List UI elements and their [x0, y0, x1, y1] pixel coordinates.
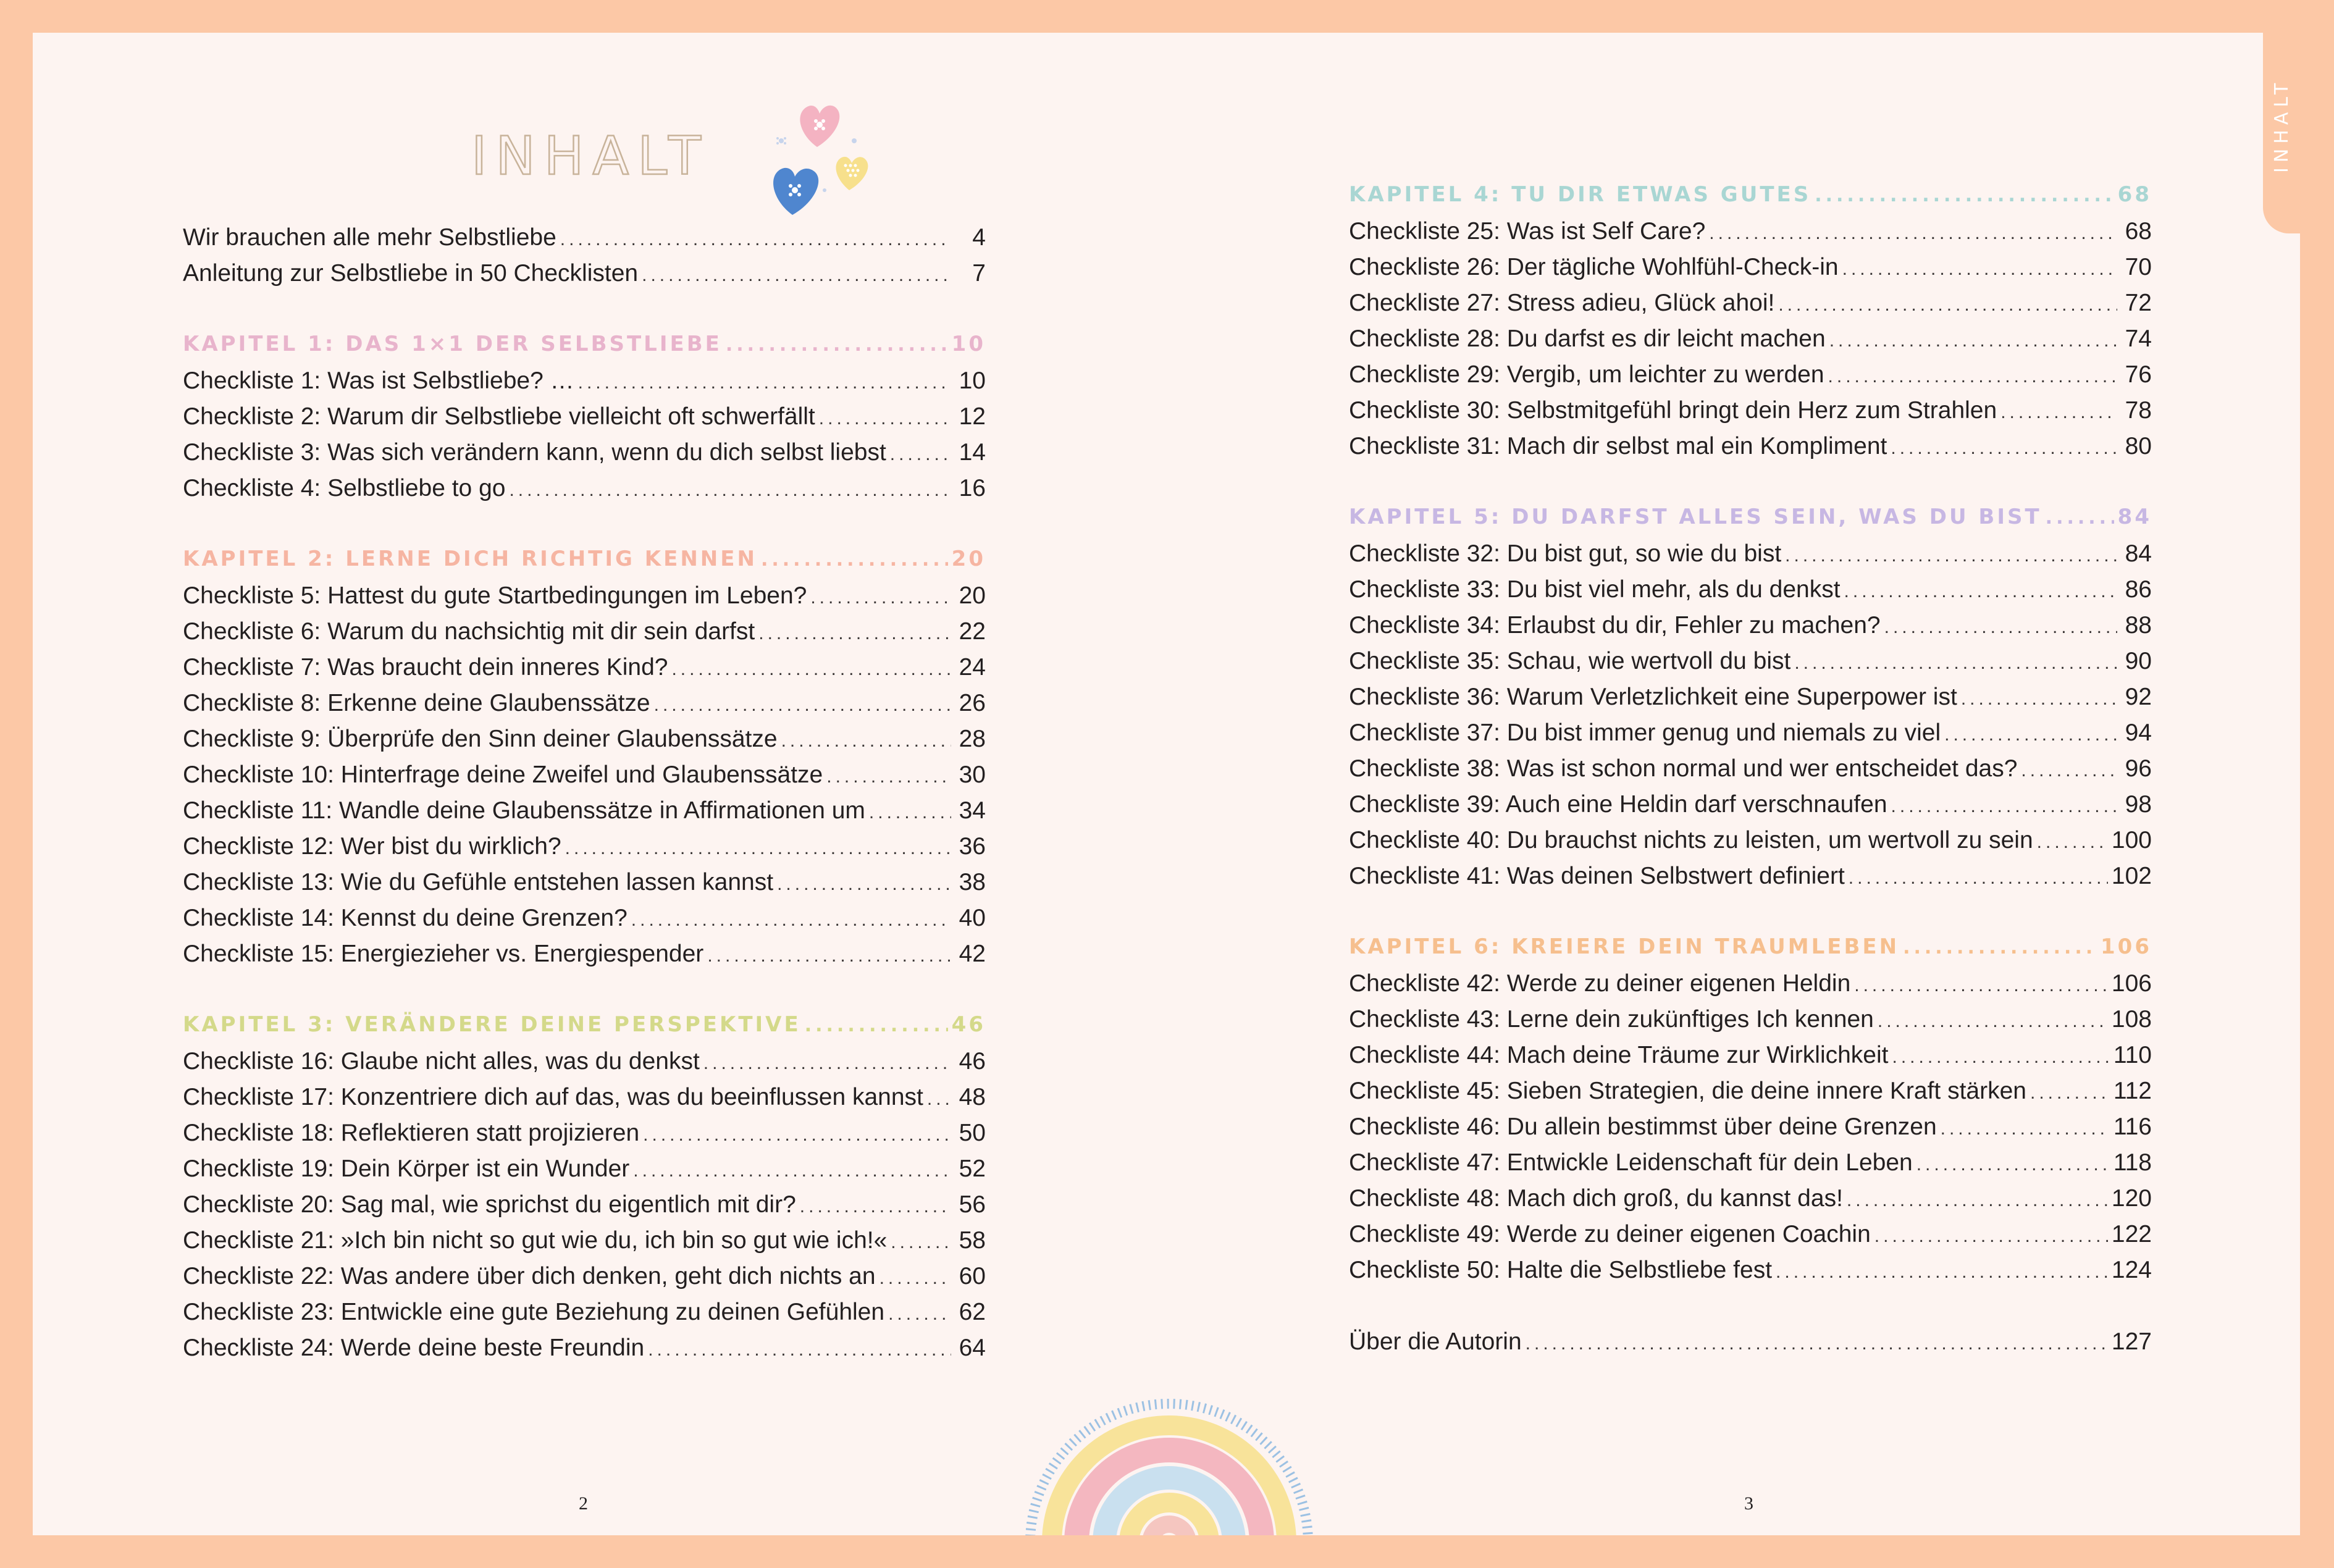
- toc-entry[interactable]: [183, 260, 986, 296]
- toc-entry-label: Checkliste 29: Vergib, um leichter zu werden: [1349, 361, 1824, 388]
- dot-leader: [1776, 1262, 2108, 1283]
- dot-leader: [726, 334, 948, 356]
- toc-entry[interactable]: [1349, 1185, 2152, 1221]
- toc-entry-page-number: 22: [959, 618, 986, 645]
- dot-leader: [1785, 545, 2117, 566]
- toc-entry-label: Checkliste 31: Mach dir selbst mal ein Kompliment: [1349, 433, 1887, 459]
- toc-entry-page-number: 48: [959, 1084, 986, 1110]
- toc-entry[interactable]: [1349, 1113, 2152, 1149]
- toc-entry-label: Checkliste 45: Sieben Strategien, die deine innere Kraft stärken: [1349, 1078, 2026, 1104]
- toc-entry[interactable]: [183, 761, 986, 797]
- toc-entry[interactable]: [183, 1120, 986, 1155]
- toc-entry[interactable]: [1349, 684, 2152, 719]
- dot-leader: [1778, 295, 2117, 316]
- toc-entry-page-number: 60: [959, 1263, 986, 1289]
- toc-entry[interactable]: [1349, 719, 2152, 755]
- toc-entry-page-number: 30: [959, 761, 986, 788]
- section-tab: [2263, 33, 2300, 233]
- toc-entry[interactable]: [183, 439, 986, 475]
- toc-entry[interactable]: [1349, 540, 2152, 576]
- dot-leader: [1874, 1226, 2108, 1247]
- toc-entry-label: Checkliste 1: Was ist Selbstliebe? …: [183, 367, 574, 394]
- toc-entry-label: Checkliste 37: Du bist immer genug und niemals zu viel: [1349, 719, 1941, 746]
- dot-leader: [2000, 402, 2117, 423]
- dot-leader: [805, 1015, 948, 1036]
- toc-entry-label: Checkliste 10: Hinterfrage deine Zweifel und Glaubenssätze: [183, 761, 823, 788]
- toc-entry-page-number: 4: [972, 224, 986, 251]
- dot-leader: [1828, 366, 2117, 387]
- toc-entry-page-number: 74: [2125, 325, 2152, 352]
- toc-entry[interactable]: [183, 905, 986, 941]
- toc-entry[interactable]: [183, 1191, 986, 1227]
- toc-entry-page-number: 42: [959, 941, 986, 967]
- toc-entry[interactable]: [183, 797, 986, 833]
- toc-entry-label: Wir brauchen alle mehr Selbstliebe: [183, 224, 556, 251]
- toc-entry-label: Checkliste 41: Was deinen Selbstwert definiert: [1349, 863, 1845, 889]
- spacer: [183, 976, 986, 1012]
- dot-leader: [1903, 937, 2097, 958]
- toc-entry-page-number: 58: [959, 1227, 986, 1254]
- toc-entry-page-number: 116: [2113, 1113, 2152, 1140]
- toc-entry[interactable]: [183, 1335, 986, 1370]
- toc-entry-label: Checkliste 43: Lerne dein zukünftiges Ich kennen: [1349, 1006, 1874, 1033]
- page-number-left: 2: [579, 1493, 588, 1514]
- dot-leader: [1526, 1333, 2108, 1354]
- dot-leader: [1961, 689, 2117, 710]
- toc-entry-label: Checkliste 8: Erkenne deine Glaubenssätze: [183, 690, 650, 716]
- chapter-heading[interactable]: [1349, 182, 2152, 218]
- toc-entry[interactable]: [1349, 1149, 2152, 1185]
- chapter-heading-label: KAPITEL 5: DU DARFST ALLES SEIN, WAS DU BIST: [1349, 505, 2042, 529]
- chapter-heading[interactable]: [183, 1012, 986, 1048]
- chapter-heading-label: KAPITEL 3: VERÄNDERE DEINE PERSPEKTIVE: [183, 1012, 801, 1037]
- dot-leader: [1829, 330, 2117, 351]
- toc-entry-page-number: 38: [959, 869, 986, 895]
- toc-entry-label: Checkliste 48: Mach dich groß, du kannst das!: [1349, 1185, 1843, 1212]
- dot-leader: [1844, 581, 2117, 602]
- dot-leader: [631, 910, 951, 931]
- dot-leader: [800, 1196, 951, 1217]
- toc-entry[interactable]: [1349, 755, 2152, 791]
- toc-entry-page-number: 14: [959, 439, 986, 466]
- toc-entry-label: Über die Autorin: [1349, 1328, 1522, 1355]
- dot-leader: [781, 731, 951, 752]
- toc-entry-page-number: 84: [2125, 540, 2152, 567]
- chapter-heading-label: KAPITEL 6: KREIERE DEIN TRAUMLEBEN: [1349, 934, 1900, 959]
- dot-leader: [707, 945, 951, 966]
- spacer: [1349, 899, 2152, 934]
- toc-entry-label: Checkliste 6: Warum du nachsichtig mit dir sein darfst: [183, 618, 755, 645]
- dot-leader: [777, 874, 951, 895]
- rainbow-icon: [1024, 1364, 1314, 1535]
- dot-leader: [1709, 223, 2117, 244]
- chapter-heading-page-number: 46: [951, 1012, 986, 1037]
- dot-leader: [2021, 760, 2117, 781]
- toc-entry[interactable]: [183, 1155, 986, 1191]
- dot-leader: [758, 623, 951, 644]
- chapter-heading[interactable]: [183, 547, 986, 582]
- toc-entry-label: Checkliste 32: Du bist gut, so wie du bist: [1349, 540, 1782, 567]
- chapter-heading-page-number: 20: [951, 547, 986, 571]
- toc-right-column: [1349, 182, 2152, 1364]
- dot-leader: [927, 1089, 951, 1110]
- chapter-heading[interactable]: [1349, 934, 2152, 970]
- spacer: [183, 511, 986, 547]
- dot-leader: [633, 1160, 951, 1181]
- toc-entry-label: Checkliste 3: Was sich verändern kann, wenn du dich selbst liebst: [183, 439, 886, 466]
- toc-entry[interactable]: [1349, 1328, 2152, 1364]
- toc-entry[interactable]: [1349, 1006, 2152, 1042]
- spacer: [1349, 469, 2152, 505]
- toc-entry[interactable]: [1349, 612, 2152, 648]
- dot-leader: [2030, 1083, 2110, 1104]
- toc-left-list: [183, 224, 986, 1370]
- toc-entry-label: Checkliste 42: Werde zu deiner eigenen Heldin: [1349, 970, 1851, 997]
- toc-entry-page-number: 34: [959, 797, 986, 824]
- dot-leader: [2046, 507, 2114, 529]
- dot-leader: [761, 549, 948, 571]
- dot-leader: [1794, 653, 2117, 674]
- chapter-heading[interactable]: [183, 332, 986, 367]
- toc-entry-page-number: 72: [2125, 290, 2152, 316]
- dot-leader: [578, 372, 951, 393]
- toc-entry-label: Checkliste 40: Du brauchst nichts zu leisten, um wertvoll zu sein: [1349, 827, 2033, 853]
- toc-entry[interactable]: [1349, 576, 2152, 612]
- dot-leader: [1884, 617, 2117, 638]
- chapter-heading-page-number: 106: [2101, 934, 2152, 959]
- section-tab-label: INHALT: [2271, 78, 2293, 173]
- toc-entry-page-number: 102: [2111, 863, 2152, 889]
- toc-entry-page-number: 70: [2125, 254, 2152, 280]
- toc-entry-page-number: 96: [2125, 755, 2152, 782]
- toc-entry-page-number: 52: [959, 1155, 986, 1182]
- toc-entry[interactable]: [1349, 863, 2152, 899]
- toc-entry[interactable]: [183, 224, 986, 260]
- hearts-icon: [763, 98, 880, 221]
- dot-leader: [1916, 1154, 2110, 1175]
- toc-entry-label: Checkliste 22: Was andere über dich denken, geht dich nichts an: [183, 1263, 876, 1289]
- dot-leader: [819, 408, 951, 429]
- toc-entry-label: Checkliste 11: Wandle deine Glaubenssätze in Affirmationen um: [183, 797, 865, 824]
- toc-entry-label: Checkliste 26: Der tägliche Wohlfühl-Check-in: [1349, 254, 1839, 280]
- dot-leader: [1815, 185, 2114, 206]
- dot-leader: [1842, 259, 2117, 280]
- chapter-heading-page-number: 10: [951, 332, 986, 356]
- dot-leader: [671, 659, 951, 680]
- toc-entry-label: Checkliste 34: Erlaubst du dir, Fehler zu machen?: [1349, 612, 1881, 639]
- toc-entry-label: Checkliste 33: Du bist viel mehr, als du denkst: [1349, 576, 1841, 603]
- toc-entry-page-number: 90: [2125, 648, 2152, 674]
- toc-entry-page-number: 78: [2125, 397, 2152, 424]
- toc-entry[interactable]: [1349, 1042, 2152, 1078]
- dot-leader: [1891, 796, 2117, 817]
- toc-left-column: [183, 224, 986, 1370]
- toc-entry-label: Checkliste 30: Selbstmitgefühl bringt dein Herz zum Strahlen: [1349, 397, 1997, 424]
- toc-entry-page-number: 16: [959, 475, 986, 501]
- toc-entry-page-number: 12: [959, 403, 986, 430]
- dot-leader: [565, 838, 951, 859]
- toc-entry-label: Checkliste 18: Reflektieren statt projizieren: [183, 1120, 640, 1146]
- toc-entry[interactable]: [183, 475, 986, 511]
- toc-entry-label: Checkliste 20: Sag mal, wie sprichst du eigentlich mit dir?: [183, 1191, 796, 1218]
- chapter-heading-page-number: 68: [2117, 182, 2152, 207]
- spacer: [183, 296, 986, 332]
- toc-entry-page-number: 108: [2111, 1006, 2152, 1033]
- toc-entry[interactable]: [1349, 361, 2152, 397]
- toc-entry[interactable]: [183, 833, 986, 869]
- toc-entry[interactable]: [183, 1299, 986, 1335]
- toc-entry-page-number: 68: [2125, 218, 2152, 245]
- toc-entry[interactable]: [1349, 1078, 2152, 1113]
- toc-entry-page-number: 124: [2111, 1257, 2152, 1283]
- toc-entry-page-number: 26: [959, 690, 986, 716]
- toc-entry-page-number: 50: [959, 1120, 986, 1146]
- toc-entry[interactable]: [1349, 791, 2152, 827]
- toc-entry[interactable]: [183, 1048, 986, 1084]
- toc-entry-page-number: 80: [2125, 433, 2152, 459]
- toc-entry-label: Checkliste 36: Warum Verletzlichkeit eine Superpower ist: [1349, 684, 1957, 710]
- toc-entry-label: Checkliste 2: Warum dir Selbstliebe vielleicht oft schwerfällt: [183, 403, 815, 430]
- toc-entry-page-number: 110: [2113, 1042, 2152, 1068]
- spacer: [1349, 1293, 2152, 1328]
- dot-leader: [810, 587, 951, 608]
- toc-entry-label: Checkliste 17: Konzentriere dich auf das, was du beeinflussen kannst: [183, 1084, 923, 1110]
- toc-entry-page-number: 112: [2113, 1078, 2152, 1104]
- toc-entry-page-number: 28: [959, 726, 986, 752]
- toc-entry-page-number: 98: [2125, 791, 2152, 818]
- toc-entry-page-number: 24: [959, 654, 986, 681]
- toc-entry-label: Checkliste 49: Werde zu deiner eigenen Coachin: [1349, 1221, 1871, 1247]
- toc-entry-label: Checkliste 44: Mach deine Träume zur Wirklichkeit: [1349, 1042, 1889, 1068]
- toc-entry-label: Checkliste 13: Wie du Gefühle entstehen lassen kannst: [183, 869, 774, 895]
- toc-entry-label: Checkliste 50: Halte die Selbstliebe fest: [1349, 1257, 1773, 1283]
- toc-entry[interactable]: [183, 582, 986, 618]
- toc-entry-page-number: 10: [959, 367, 986, 394]
- toc-entry[interactable]: [1349, 827, 2152, 863]
- toc-entry-page-number: 92: [2125, 684, 2152, 710]
- dot-leader: [1854, 975, 2108, 996]
- toc-entry-page-number: 40: [959, 905, 986, 931]
- toc-entry-page-number: 122: [2111, 1221, 2152, 1247]
- toc-entry-page-number: 7: [972, 260, 986, 287]
- dot-leader: [1891, 438, 2117, 459]
- toc-entry-label: Checkliste 15: Energiezieher vs. Energiespender: [183, 941, 704, 967]
- dot-leader: [654, 695, 951, 716]
- chapter-heading-label: KAPITEL 4: TU DIR ETWAS GUTES: [1349, 182, 1811, 207]
- toc-entry-label: Checkliste 5: Hattest du gute Startbedingungen im Leben?: [183, 582, 807, 609]
- toc-entry-page-number: 20: [959, 582, 986, 609]
- toc-entry[interactable]: [183, 726, 986, 761]
- page-number-right: 3: [1744, 1493, 1753, 1514]
- toc-entry-page-number: 106: [2111, 970, 2152, 997]
- toc-entry[interactable]: [1349, 1257, 2152, 1293]
- dot-leader: [642, 265, 951, 286]
- chapter-heading-label: KAPITEL 2: LERNE DICH RICHTIG KENNEN: [183, 547, 757, 571]
- toc-entry[interactable]: [1349, 325, 2152, 361]
- toc-entry[interactable]: [1349, 290, 2152, 325]
- toc-entry[interactable]: [183, 941, 986, 976]
- toc-entry-label: Anleitung zur Selbstliebe in 50 Checklisten: [183, 260, 639, 287]
- toc-entry[interactable]: [183, 367, 986, 403]
- dot-leader: [879, 1268, 951, 1289]
- toc-entry-label: Checkliste 27: Stress adieu, Glück ahoi!: [1349, 290, 1775, 316]
- toc-entry-label: Checkliste 46: Du allein bestimmst über deine Grenzen: [1349, 1113, 1937, 1140]
- toc-entry-page-number: 62: [959, 1299, 986, 1325]
- toc-entry-page-number: 100: [2111, 827, 2152, 853]
- toc-entry-label: Checkliste 14: Kennst du deine Grenzen?: [183, 905, 628, 931]
- dot-leader: [1878, 1011, 2108, 1032]
- toc-entry-label: Checkliste 7: Was braucht dein inneres Kind?: [183, 654, 668, 681]
- toc-entry[interactable]: [183, 618, 986, 654]
- chapter-heading-label: KAPITEL 1: DAS 1×1 DER SELBSTLIEBE: [183, 332, 722, 356]
- toc-entry-label: Checkliste 38: Was ist schon normal und wer entscheidet das?: [1349, 755, 2018, 782]
- toc-entry-label: Checkliste 47: Entwickle Leidenschaft für dein Leben: [1349, 1149, 1913, 1176]
- toc-entry[interactable]: [1349, 218, 2152, 254]
- dot-leader: [890, 444, 951, 465]
- dot-leader: [703, 1053, 951, 1074]
- dot-leader: [643, 1125, 951, 1146]
- dot-leader: [2037, 832, 2108, 853]
- toc-entry-page-number: 120: [2111, 1185, 2152, 1212]
- toc-entry-label: Checkliste 39: Auch eine Heldin darf verschnaufen: [1349, 791, 1887, 818]
- dot-leader: [888, 1304, 951, 1325]
- toc-entry[interactable]: [1349, 970, 2152, 1006]
- toc-entry-label: Checkliste 16: Glaube nicht alles, was du denkst: [183, 1048, 700, 1075]
- toc-entry-label: Checkliste 23: Entwickle eine gute Beziehung zu deinen Gefühlen: [183, 1299, 885, 1325]
- toc-entry-label: Checkliste 4: Selbstliebe to go: [183, 475, 506, 501]
- toc-entry-page-number: 46: [959, 1048, 986, 1075]
- toc-entry-page-number: 127: [2111, 1328, 2152, 1355]
- toc-entry[interactable]: [183, 1084, 986, 1120]
- toc-entry-label: Checkliste 19: Dein Körper ist ein Wunder: [183, 1155, 630, 1182]
- dot-leader: [1849, 868, 2108, 889]
- dot-leader: [648, 1340, 951, 1360]
- dot-leader: [509, 480, 951, 501]
- toc-entry[interactable]: [183, 1263, 986, 1299]
- dot-leader: [1944, 724, 2117, 745]
- toc-entry-page-number: 86: [2125, 576, 2152, 603]
- toc-entry[interactable]: [183, 1227, 986, 1263]
- toc-entry-page-number: 64: [959, 1335, 986, 1361]
- toc-entry[interactable]: [183, 654, 986, 690]
- toc-entry-page-number: 76: [2125, 361, 2152, 388]
- toc-entry[interactable]: [1349, 254, 2152, 290]
- toc-entry-label: Checkliste 28: Du darfst es dir leicht machen: [1349, 325, 1826, 352]
- toc-entry-page-number: 36: [959, 833, 986, 860]
- dot-leader: [1847, 1190, 2108, 1211]
- toc-entry-label: Checkliste 25: Was ist Self Care?: [1349, 218, 1706, 245]
- toc-entry[interactable]: [1349, 1221, 2152, 1257]
- toc-entry-label: Checkliste 9: Überprüfe den Sinn deiner Glaubenssätze: [183, 726, 778, 752]
- toc-entry-label: Checkliste 21: »Ich bin nicht so gut wie du, ich bin so gut wie ich!«: [183, 1227, 888, 1254]
- toc-entry[interactable]: [1349, 397, 2152, 433]
- toc-entry-page-number: 88: [2125, 612, 2152, 639]
- dot-leader: [891, 1232, 951, 1253]
- book-spread: [33, 33, 2300, 1535]
- toc-entry-page-number: 118: [2113, 1149, 2152, 1176]
- toc-entry-page-number: 56: [959, 1191, 986, 1218]
- chapter-heading-page-number: 84: [2117, 505, 2152, 529]
- chapter-heading[interactable]: [1349, 505, 2152, 540]
- toc-entry[interactable]: [183, 403, 986, 439]
- toc-entry-label: Checkliste 24: Werde deine beste Freundin: [183, 1335, 645, 1361]
- toc-entry[interactable]: [1349, 648, 2152, 684]
- dot-leader: [1892, 1047, 2109, 1068]
- toc-entry-label: Checkliste 35: Schau, wie wertvoll du bist: [1349, 648, 1791, 674]
- toc-entry[interactable]: [1349, 433, 2152, 469]
- toc-entry-page-number: 94: [2125, 719, 2152, 746]
- dot-leader: [1941, 1118, 2110, 1139]
- toc-entry[interactable]: [183, 869, 986, 905]
- dot-leader: [869, 802, 951, 823]
- dot-leader: [826, 766, 951, 787]
- toc-entry-label: Checkliste 12: Wer bist du wirklich?: [183, 833, 561, 860]
- page-title: INHALT: [471, 125, 710, 187]
- dot-leader: [560, 229, 951, 250]
- toc-entry[interactable]: [183, 690, 986, 726]
- toc-right-list: [1349, 182, 2152, 1364]
